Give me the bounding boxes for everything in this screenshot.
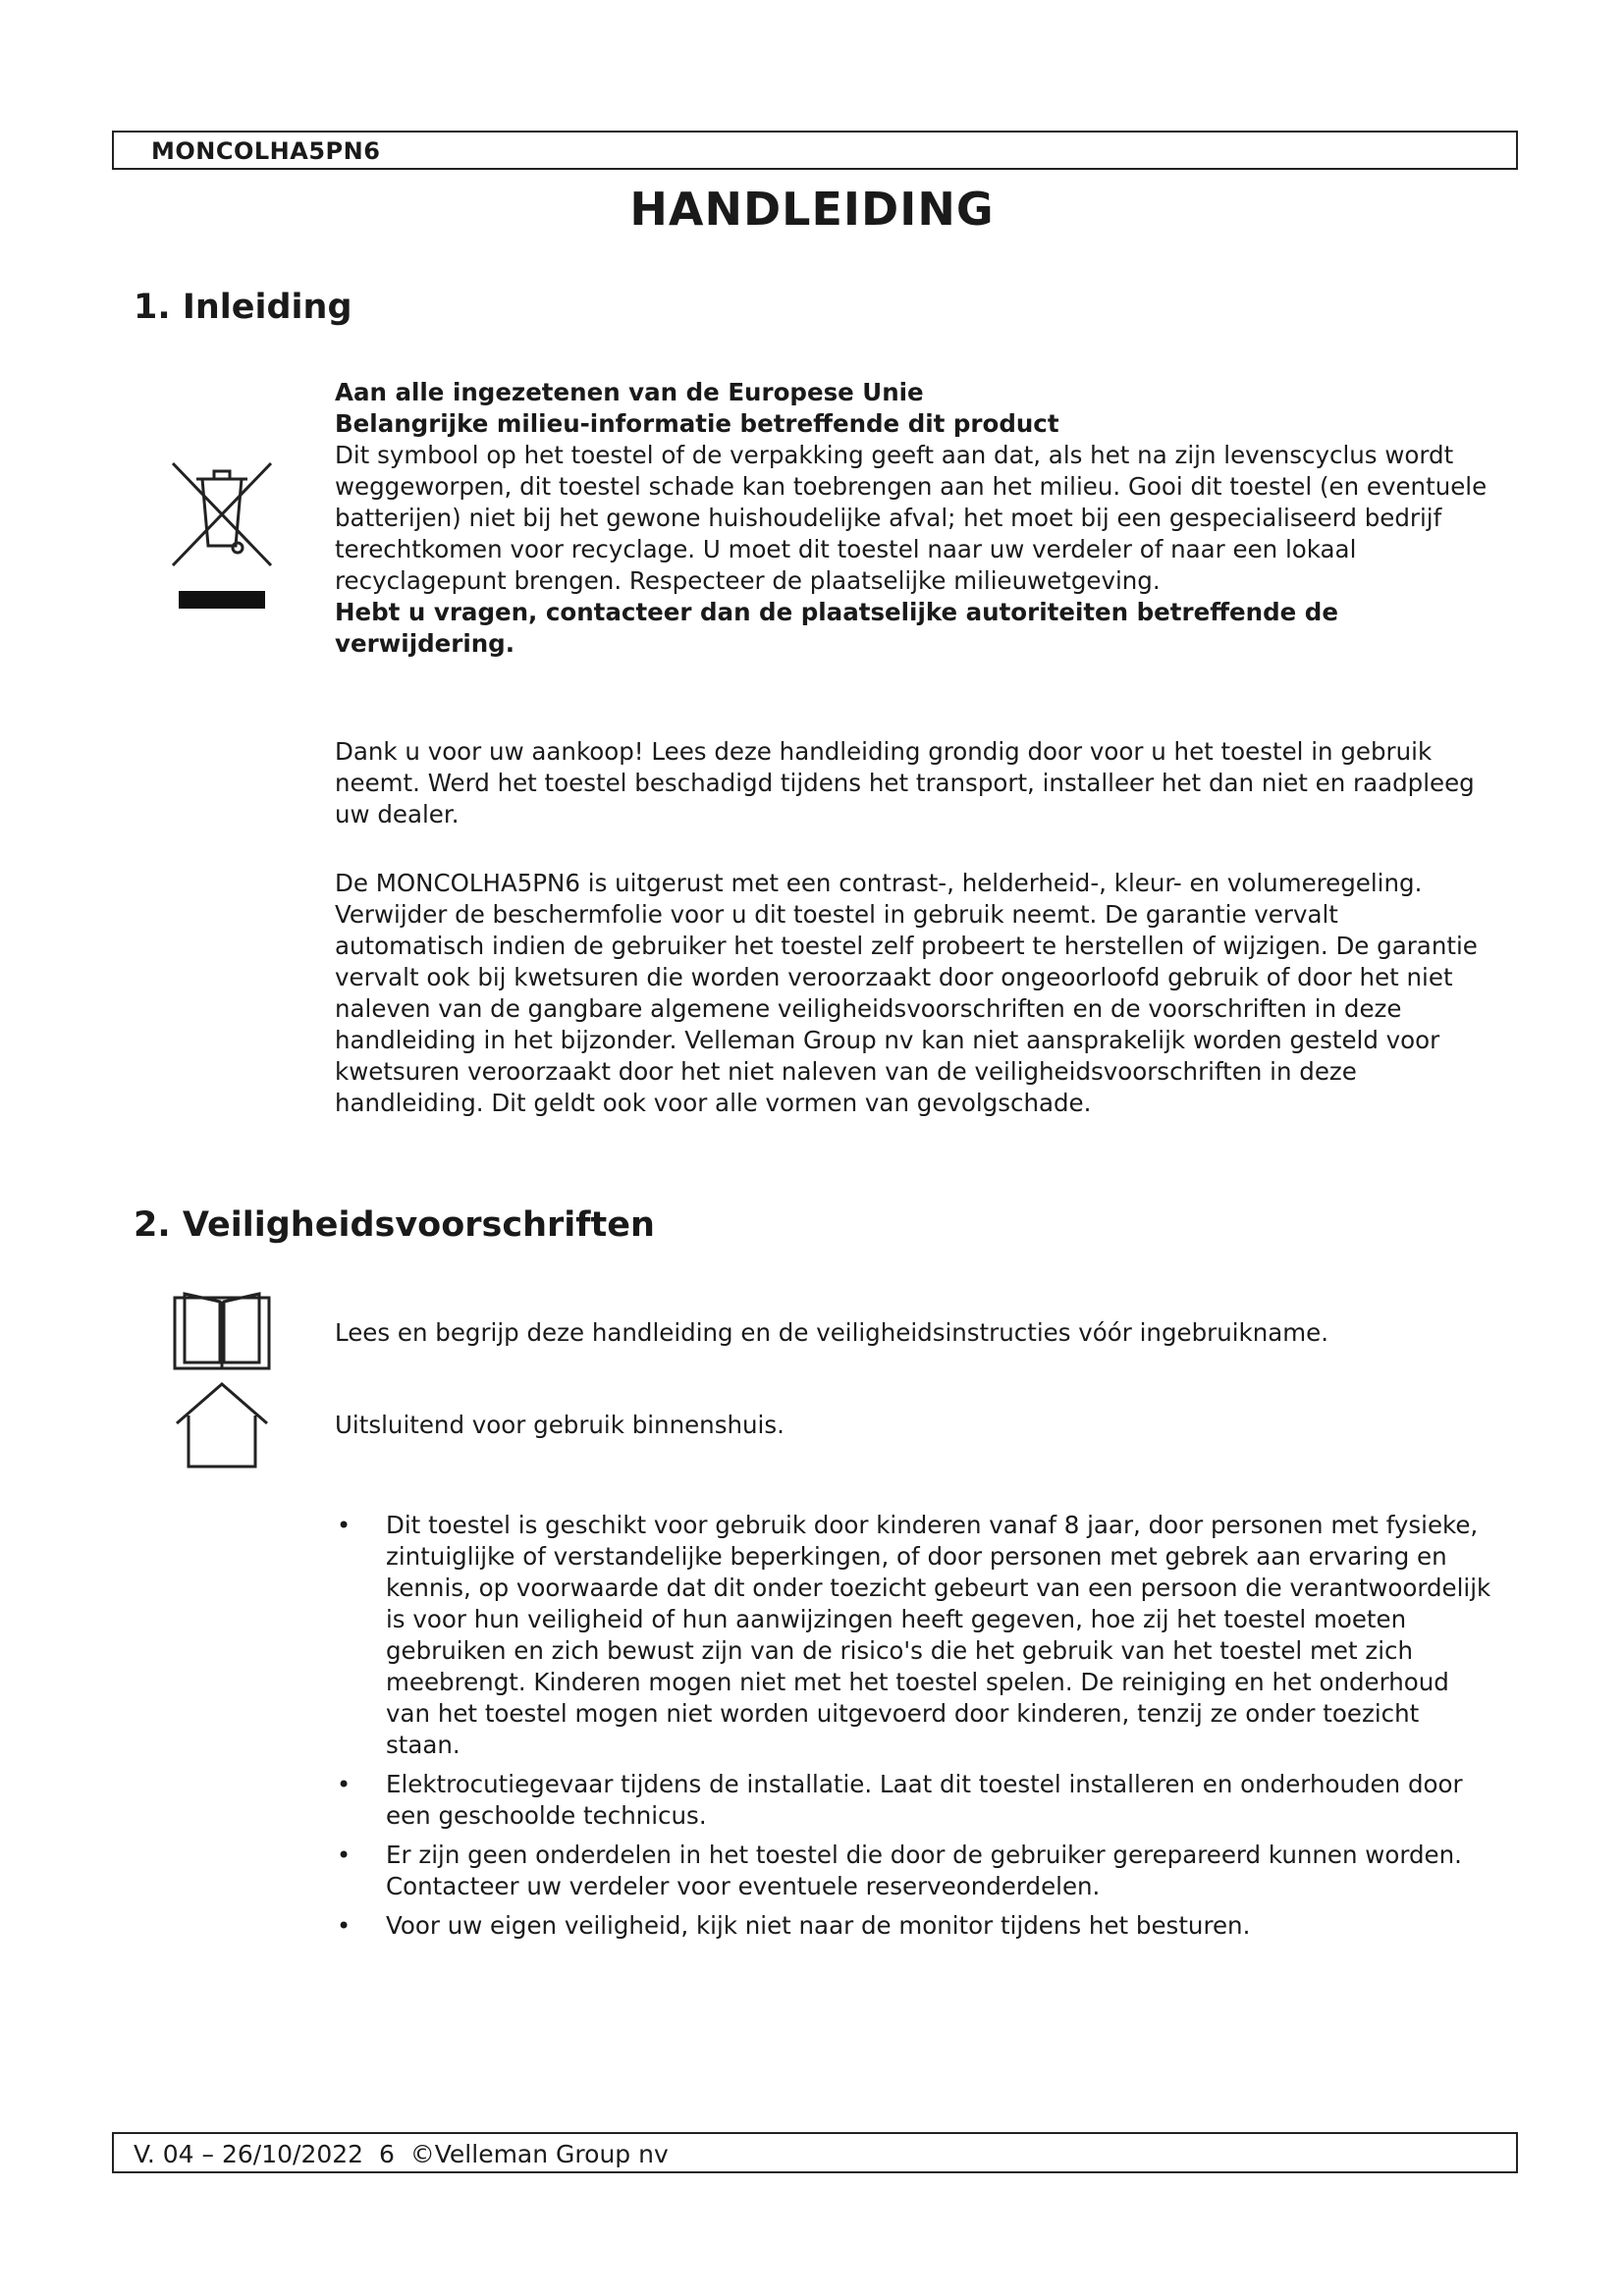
description-paragraph: De MONCOLHA5PN6 is uitgerust met een contrast-, helderheid-, kleur- en volumeregeling. Verwijder de beschermfolie voor u dit toestel in gebruik neemt. De garantie vervalt automatisch indien de gebruiker het toestel zelf probeert te herstellen of wijzigen. De garantie vervalt ook bij kwetsuren die worden veroorzaakt door ongeoorloofd gebruik of door het niet naleven van de gangbare algemene veiligheidsvoorschriften en de voorschriften in deze handleiding in het bijzonder. Velleman Group nv kan niet aansprakelijk worden gesteld voor kwetsuren veroorzaakt door het niet naleven van de veiligheidsvoorschriften in deze handleiding. Dit geldt ook voor alle vormen van gevolgschade. — [335, 869, 1478, 1117]
list-item-text: Elektrocutiegevaar tijdens de installatie. Laat dit toestel installeren en onderhouden door een geschoolde technicus. — [386, 1770, 1463, 1830]
environment-title-1: Aan alle ingezetenen van de Europese Unie — [335, 378, 924, 406]
list-item-text: Dit toestel is geschikt voor gebruik door kinderen vanaf 8 jaar, door personen met fysieke, zintuiglijke of verstandelijke beperkingen, of door personen met gebrek aan ervaring en kennis, op voorwaarde dat dit onder toezicht gebeurt van een persoon die verantwoordelijk is voor hun veiligheid of hun aanwijzingen heeft gegeven, hoe zij het toestel moeten gebruiken en zich bewust zijn van de risico's die het gebruik van het toestel met zich meebrengt. Kinderen mogen niet met het toestel spelen. De reiniging en het onderhoud van het toestel mogen niet worden uitgevoerd door kinderen, tenzij ze onder toezicht staan. — [386, 1511, 1491, 1759]
indoor-house-icon — [173, 1380, 271, 1470]
product-code: MONCOLHA5PN6 — [151, 137, 381, 165]
header-box — [112, 131, 1518, 170]
list-item: • Elektrocutiegevaar tijdens de installatie. Laat dit toestel installeren en onderhouden door een geschoolde technicus. — [337, 1770, 1463, 1830]
environment-question: Hebt u vragen, contacteer dan de plaatselijke autoriteiten betreffende de verwijdering. — [335, 598, 1338, 658]
list-item: • Dit toestel is geschikt voor gebruik door kinderen vanaf 8 jaar, door personen met fysieke, zintuiglijke of verstandelijke beperkingen, of door personen met gebrek aan ervaring en kennis, op voorwaarde dat dit onder toezicht gebeurt van een persoon die verantwoordelijk is voor hun veiligheid of hun aanwijzingen heeft gegeven, hoe zij het toestel moeten gebruiken en zich bewust zijn van de risico's die het gebruik van het toestel met zich meebrengt. Kinderen mogen niet met het toestel spelen. De reiniging en het onderhoud van het toestel mogen niet worden uitgevoerd door kinderen, tenzij ze onder toezicht staan. — [337, 1511, 1491, 1759]
list-item-text: Voor uw eigen veiligheid, kijk niet naar de monitor tijdens het besturen. — [386, 1911, 1251, 1940]
safety-instructions-list — [335, 1510, 1493, 1949]
list-item-text: Er zijn geen onderdelen in het toestel die door de gebruiker gerepareerd kunnen worden. Contacteer uw verdeler voor eventuele reserveonderdelen. — [386, 1841, 1462, 1900]
environment-notice — [335, 377, 1493, 660]
environment-body: Dit symbool op het toestel of de verpakking geeft aan dat, als het na zijn levenscyclus wordt weggeworpen, dit toestel schade kan toebrengen aan het milieu. Gooi dit toestel (en eventuele batterijen) niet bij het gewone huishoudelijke afval; het moet bij een gespecialiseerd bedrijf terechtkomen voor recyclage. U moet dit toestel naar uw verdeler of naar een lokaal recyclagepunt brengen. Respecteer de plaatselijke milieuwetgeving. — [335, 441, 1488, 595]
page-title: HANDLEIDING — [629, 183, 995, 236]
section-heading-introduction: 1. Inleiding — [134, 288, 352, 327]
section-heading-safety: 2. Veiligheidsvoorschriften — [134, 1205, 655, 1245]
indoor-only-text: Uitsluitend voor gebruik binnenshuis. — [335, 1411, 785, 1439]
environment-title-2: Belangrijke milieu-informatie betreffende dit product — [335, 409, 1059, 438]
read-manual-text: Lees en begrijp deze handleiding en de veiligheidsinstructies vóór ingebruikname. — [335, 1318, 1328, 1347]
footer-text: V. 04 – 26/10/2022 6 ©Velleman Group nv — [134, 2140, 669, 2168]
footer-box — [112, 2132, 1518, 2173]
open-book-icon — [173, 1292, 271, 1372]
list-item: • Er zijn geen onderdelen in het toestel die door de gebruiker gerepareerd kunnen worden. Contacteer uw verdeler voor eventuele reserveonderdelen. — [337, 1841, 1462, 1900]
weee-bin-icon — [167, 457, 277, 611]
list-item: • Voor uw eigen veiligheid, kijk niet naar de monitor tijdens het besturen. — [337, 1911, 1251, 1940]
thanks-paragraph: Dank u voor uw aankoop! Lees deze handleiding grondig door voor u het toestel in gebruik neemt. Werd het toestel beschadigd tijdens het transport, installeer het dan niet en raadpleeg uw dealer. — [335, 737, 1475, 828]
